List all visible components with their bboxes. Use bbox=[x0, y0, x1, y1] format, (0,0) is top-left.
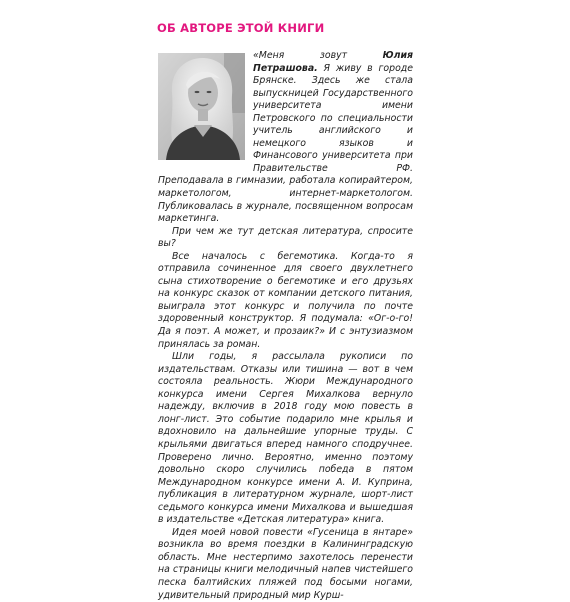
bio-paragraph-3: Все началось с бегемотика. Когда-то я отправила сочиненное для своего двухлетнего сына стихотворение о бегемотике и его друзьях на конкурс сказок от компании детского питания, выиграла этот конкурс и получила по почте здоровенный конструктор. Я подумала: «Ог-о-го! Да я поэт. А может, и прозаик?» И с энтузиазмом принялась за роман. bbox=[158, 250, 413, 350]
bio-intro-continuation: Я живу в городе Брянске. Здесь же стала выпускницей Государственного университета имени Петровского по специальности учитель английского и немецкого языков и Финансового университета при Правительстве РФ. Преподавала в гимназии, работала копирайтером, маркетологом, интернет-маркетологом. Публиковалась в журнале, посвященном вопросам маркетинга. bbox=[158, 62, 413, 225]
bio-paragraph-4: Шли годы, я рассылала рукописи по издательствам. Отказы или тишина — вот в чем состояла реальность. Жюри Международного конкурса имени Сергея Михалкова вернуло надежду, включив в 2018 году мою повесть в лонг-лист. Это событие подарило мне крылья и вдохновило на дальнейшие упорные труды. С крыльями двигаться вперед намного сподручнее. Проверено лично. Вероятно, именно поэтому довольно скоро случились победа в пятом Международном конкурсе имени А. И. Куприна, публикация в литературном журнале, шорт-лист седьмого конкурса имени Михалкова и вышедшая в издательстве «Детская литература» книга. bbox=[158, 351, 413, 526]
section-heading: ОБ АВТОРЕ ЭТОЙ КНИГИ bbox=[157, 21, 325, 35]
photo-spacer bbox=[158, 50, 253, 164]
author-bio-text bbox=[158, 50, 413, 602]
bio-paragraph-2: При чем же тут детская литература, спросите вы? bbox=[158, 225, 413, 250]
author-name: Юлия Петрашова. bbox=[253, 50, 413, 74]
bio-intro-text: «Меня зовут bbox=[253, 50, 383, 61]
bio-paragraph-5: Идея моей новой повести «Гусеница в янтаре» возникла во время поездки в Калининградскую область. Мне нестерпимо захотелось перенести на страницы книги мелодичный напев чистейшего песка балтийских пляжей под босыми ногами, удивительный природный мир Курш- bbox=[158, 526, 413, 601]
